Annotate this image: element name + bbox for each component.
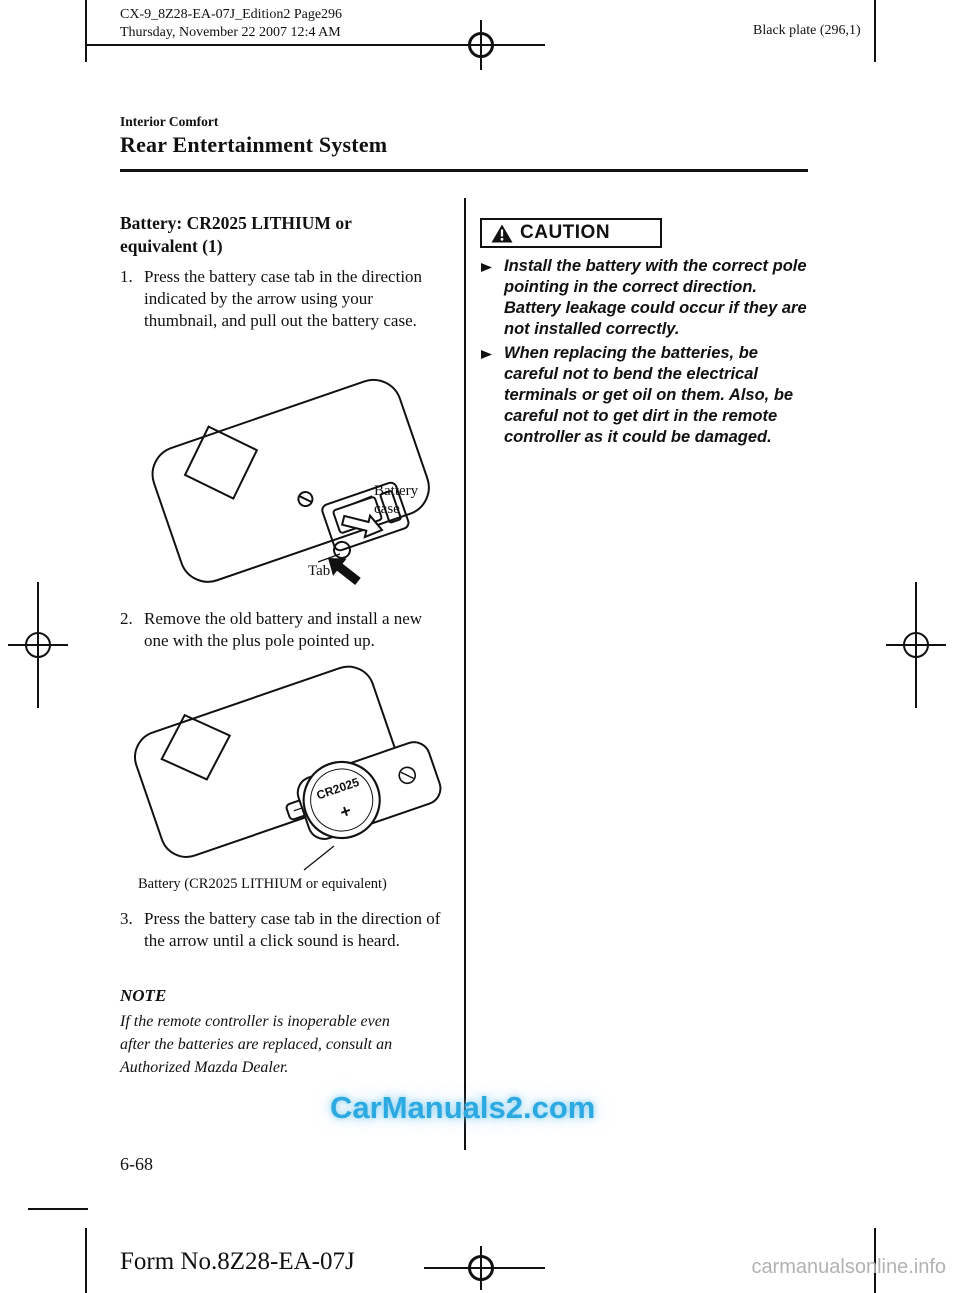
step-1: [120, 266, 442, 332]
battery-case-leader-line: [352, 496, 372, 504]
section-kicker: Interior Comfort: [120, 114, 219, 129]
step-number: 1.: [120, 267, 133, 286]
doc-reference: CX-9_8Z28-EA-07J_Edition2 Page296: [120, 7, 343, 22]
arrow-bullet-icon: [480, 256, 504, 340]
watermark-carmanualsonline: carmanualsonline.info: [751, 1256, 946, 1278]
battery-heading: Battery: CR2025 LITHIUM or equivalent (1): [120, 213, 352, 256]
caution-text: When replacing the batteries, be careful not to bend the electrical terminals or get oil on them. Also, be careful not to get dirt in the remote controller as it could be damaged.: [504, 344, 794, 446]
registration-mark-top: [468, 32, 494, 58]
step-number: 3.: [120, 909, 133, 928]
battery-drawing: [120, 656, 450, 874]
caution-list: [480, 256, 810, 451]
title-rule: [120, 169, 808, 172]
caution-box: [480, 218, 662, 248]
registration-mark-bottom: [468, 1255, 494, 1281]
arrow-bullet-icon: [480, 343, 504, 448]
plus-pole-mark: +: [337, 800, 354, 823]
caution-item: [480, 256, 810, 340]
crop-mark-top-left: [85, 0, 87, 62]
step-text: Press the battery case tab in the direction of the arrow until a click sound is heard.: [144, 909, 441, 950]
step-3: [120, 908, 442, 952]
form-number: Form No.8Z28-EA-07J: [120, 1248, 355, 1275]
step-number: 2.: [120, 609, 133, 628]
page-number: 6-68: [120, 1154, 153, 1174]
watermark-carmanuals2: CarManuals2.com: [330, 1090, 596, 1125]
battery-figure-caption: Battery (CR2025 LITHIUM or equivalent): [138, 876, 387, 892]
page-title: Rear Entertainment System: [120, 132, 388, 157]
battery-marking-text: CR2025: [314, 774, 361, 803]
battery-case-label: Battery case: [374, 483, 419, 517]
step-text: Press the battery case tab in the direction indicated by the arrow using your thumbnail, and pull out the battery case.: [144, 267, 423, 330]
plate-note: Black plate (296,1): [753, 23, 861, 38]
registration-mark-left: [25, 632, 51, 658]
column-divider: [464, 198, 466, 1150]
figure-battery-case-removal: [120, 362, 450, 602]
caption-leader-line: [304, 846, 334, 870]
caution-label: CAUTION: [520, 222, 611, 243]
crop-mark-top-right: [874, 0, 876, 62]
step-2: [120, 608, 444, 652]
warning-triangle-icon: [491, 224, 513, 243]
crop-mark-bottom-left: [28, 1208, 88, 1210]
crop-mark-bottom-left: [85, 1228, 87, 1293]
tab-label: Tab: [308, 563, 331, 579]
registration-mark-right: [903, 632, 929, 658]
step-text: Remove the old battery and install a new one with the plus pole pointed up.: [144, 609, 423, 650]
note-title: NOTE: [120, 986, 167, 1005]
figure-battery-replacement: [120, 656, 450, 874]
caution-text: Install the battery with the correct pole pointing in the correct direction. Battery leakage could occur if they are not installed correctly.: [504, 257, 807, 338]
caution-item: [480, 343, 810, 448]
battery-tray: [291, 732, 446, 849]
doc-timestamp: Thursday, November 22 2007 12:4 AM: [120, 25, 341, 40]
note-text: If the remote controller is inoperable even after the batteries are replaced, consult an Authorized Mazda Dealer.: [120, 1013, 393, 1076]
